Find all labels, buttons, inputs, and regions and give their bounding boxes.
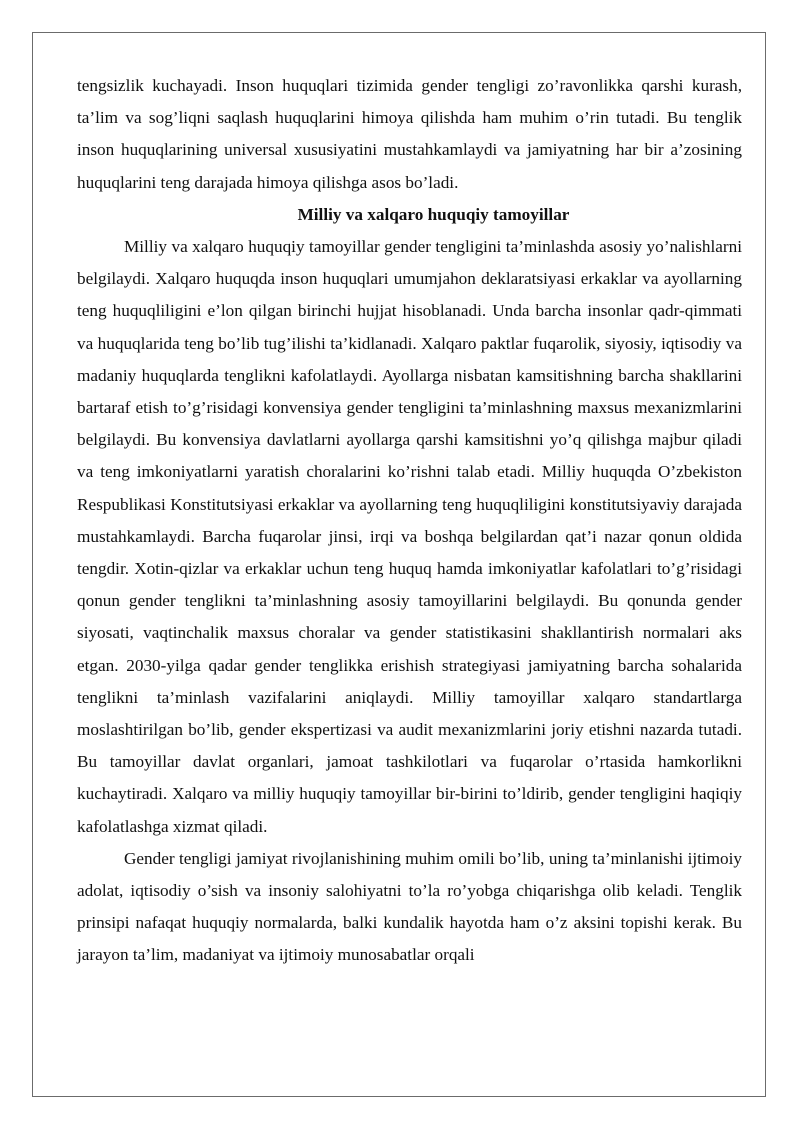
- paragraph-continuation: tengsizlik kuchayadi. Inson huquqlari tizimida gender tengligi zo’ravonlikka qarshi kurash, ta’lim va sog’liqni saqlash huquqlarini himoya qilishda ham muhim o’rin tutadi. Bu tenglik inson huquqlarining universal xususiyatini mustahkamlaydi va jamiyatning har bir a’zosining huquqlarini teng darajada himoya qilishga asos bo’ladi.: [77, 76, 742, 192]
- paragraph-principles: Milliy va xalqaro huquqiy tamoyillar gender tengligini ta’minlashda asosiy yo’nalishlarni belgilaydi. Xalqaro huquqda inson huquqlari umumjahon deklaratsiyasi erkaklar va ayollarning teng huquqliligini e’lon qilgan birinchi hujjat hisoblanadi. Unda barcha insonlar qadr-qimmati va huquqlarida teng bo’lib tug’ilishi ta’kidlanadi. Xalqaro paktlar fuqarolik, siyosiy, iqtisodiy va madaniy huquqlarda tenglikni kafolatlaydi. Ayollarga nisbatan kamsitishning barcha shakllarini bartaraf etish to’g’risidagi konvensiya gender tengligini ta’minlashning maxsus mexanizmlarini belgilaydi. Bu konvensiya davlatlarni ayollarga qarshi kamsitishni yo’q qilishga majbur qiladi va teng imkoniyatlarni yaratish choralarini ko’rishni talab etadi. Milliy huquqda O’zbekiston Respublikasi Konstitutsiyasi erkaklar va ayollarning teng huquqliligini konstitutsiyaviy darajada mustahkamlaydi. Barcha fuqarolar jinsi, irqi va boshqa belgilardan qat’i nazar qonun oldida tengdir. Xotin-qizlar va erkaklar uchun teng huquq hamda imkoniyatlar kafolatlari to’g’risidagi qonun gender tenglikni ta’minlashning asosiy tamoyillarini belgilaydi. Bu qonunda gender siyosati, vaqtinchalik maxsus choralar va gender statistikasini shakllantirish normalari aks etgan. 2030-yilga qadar gender tenglikka erishish strategiyasi jamiyatning barcha sohalarida tenglikni ta’minlash vazifalarini aniqlaydi. Milliy tamoyillar xalqaro standartlarga moslashtirilgan bo’lib, gender ekspertizasi va audit mexanizmlarini joriy etishni nazarda tutadi. Bu tamoyillar davlat organlari, jamoat tashkilotlari va fuqarolar o’rtasida hamkorlikni kuchaytiradi. Xalqaro va milliy huquqiy tamoyillar bir-birini to’ldirib, gender tengligini haqiqiy kafolatlashga xizmat qiladi.: [77, 237, 742, 836]
- section-heading: Milliy va xalqaro huquqiy tamoyillar: [297, 204, 570, 224]
- paragraph-conclusion: Gender tengligi jamiyat rivojlanishining muhim omili bo’lib, uning ta’minlanishi ijtimoiy adolat, iqtisodiy o’sish va insoniy salohiyatni to’la ro’yobga chiqarishga olib keladi. Tenglik prinsipi nafaqat huquqiy normalarda, balki kundalik hayotda ham o’z aksini topishi kerak. Bu jarayon ta’lim, madaniyat va ijtimoiy munosabatlar orqali: [77, 848, 742, 965]
- document-body: [77, 70, 742, 972]
